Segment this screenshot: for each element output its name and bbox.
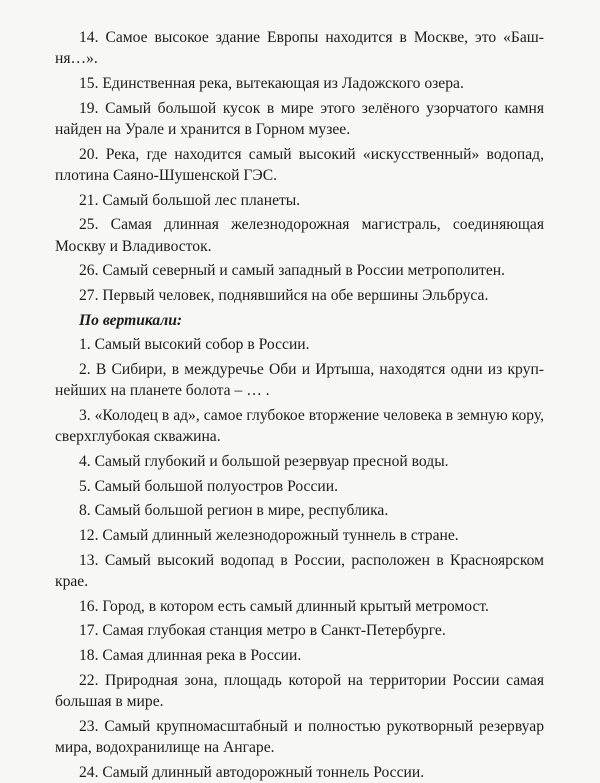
clue-2: 2. В Сибири, в междуречье Оби и Иртыша, находятся одни из крупнейших на планете болота – … .: [55, 361, 544, 400]
clue-23: 23. Самый крупномасштабный и полностью рукотворный резервуар мира, водохранилище на Ангаре.: [55, 717, 544, 757]
clue-3: 3. «Колодец в ад», самое глубокое вторжение человека в земную кору, сверхглубокая скважина.: [55, 407, 544, 446]
clue-8: 8. Самый большой регион в мире, республика.: [79, 502, 389, 520]
across-clues-list: [55, 27, 544, 306]
clue-15: 15. Единственная река, вытекающая из Ладожского озера.: [79, 74, 464, 92]
clue-13: 13. Самый высокий водопад в России, расположен в Красноярском крае.: [55, 551, 544, 591]
clue-4: 4. Самый глубокий и большой резервуар пресной воды.: [79, 453, 449, 471]
clue-12: 12. Самый длинный железнодорожный туннель в стране.: [79, 527, 459, 545]
clue-21: 21. Самый большой лес планеты.: [79, 191, 301, 209]
clue-26: 26. Самый северный и самый западный в России метрополитен.: [79, 262, 505, 280]
clue-19: 19. Самый большой кусок в мире этого зелёного узорчатого камня найден на Урале и хранится в Горном музее.: [55, 99, 544, 138]
clue-1: 1. Самый высокий собор в России.: [79, 336, 310, 354]
clue-18: 18. Самая длинная река в России.: [79, 647, 302, 665]
clue-22: 22. Природная зона, площадь которой на территории России самая большая в мире.: [55, 671, 544, 711]
clue-16: 16. Город, в котором есть самый длинный крытый метромост.: [79, 597, 489, 615]
down-clues-list: [55, 334, 544, 783]
clue-17: 17. Самая глубокая станция метро в Санкт-Петербурге.: [79, 622, 446, 640]
clue-27: 27. Первый человек, поднявшийся на обе вершины Эльбруса.: [79, 287, 489, 304]
down-heading: По вертикали:: [79, 311, 183, 329]
clue-24: 24. Самый длинный автодорожный тоннель России.: [79, 763, 425, 781]
clue-20: 20. Река, где находится самый высокий «искусственный» водопад, плотина Саяно-Шушенской ГЭС.: [55, 145, 544, 184]
clue-14: 14. Самое высокое здание Европы находится в Москве, это «Башня…».: [55, 29, 544, 68]
clue-5: 5. Самый большой полуостров России.: [79, 477, 338, 495]
clue-25: 25. Самая длинная железнодорожная магистраль, соединяющая Москву и Владивосток.: [55, 216, 544, 255]
